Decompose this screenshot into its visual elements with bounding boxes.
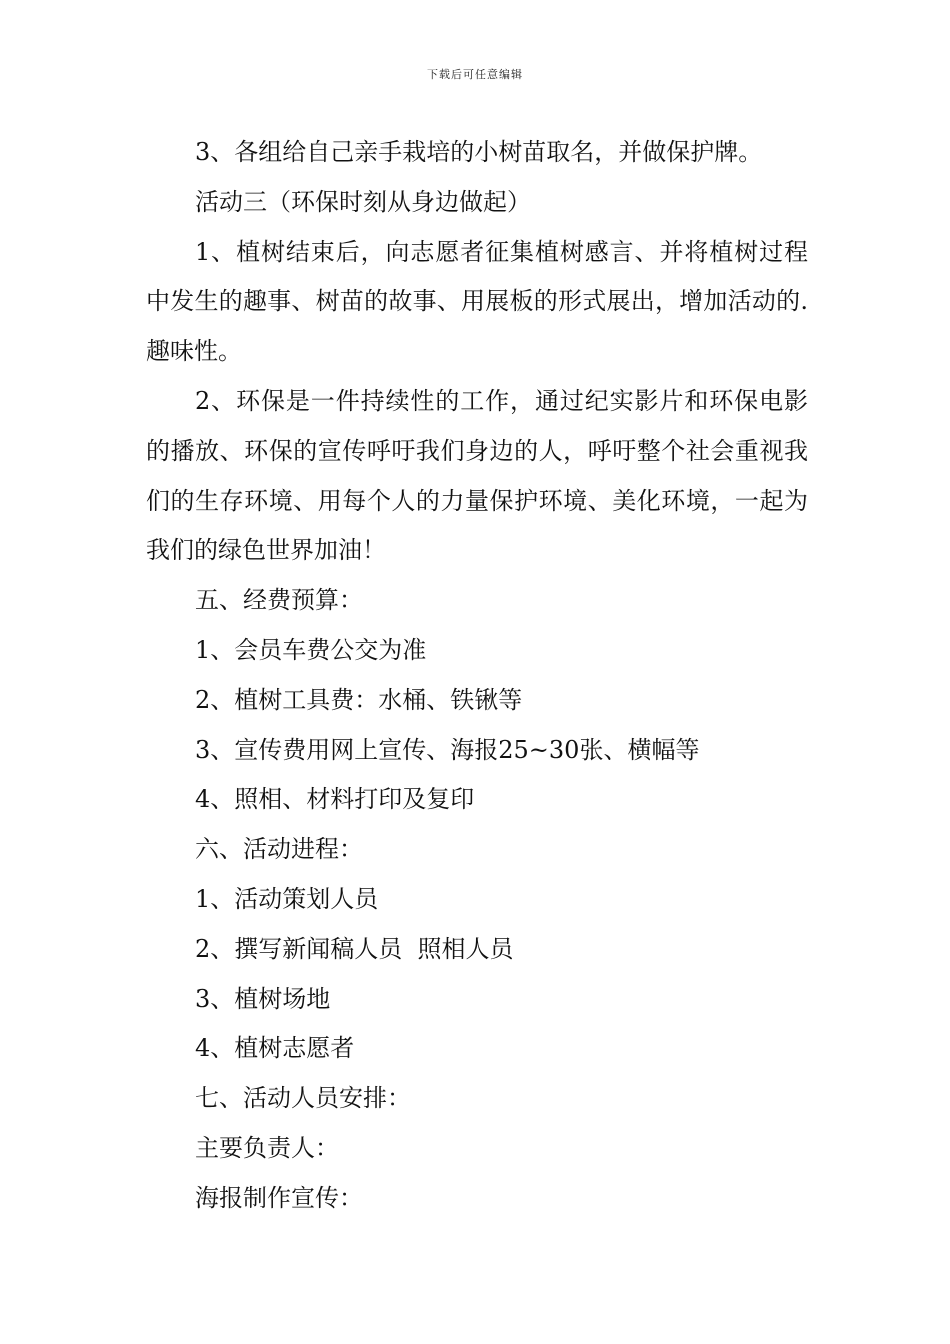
header-note: 下载后可任意编辑 — [427, 68, 523, 81]
progress-item-site: 3、植树场地 — [195, 984, 331, 1013]
staffing-item-poster: 海报制作宣传： — [195, 1183, 363, 1212]
budget-item-transport: 1、会员车费公交为准 — [195, 635, 427, 664]
paragraph-activity-three-title: 活动三（环保时刻从身边做起） — [195, 187, 531, 216]
budget-item-publicity: 3、宣传费用网上宣传、海报25~30张、横幅等 — [195, 735, 700, 764]
document-body — [146, 128, 808, 1224]
budget-item-printing: 4、照相、材料打印及复印 — [195, 785, 475, 814]
progress-item-planners: 1、活动策划人员 — [195, 884, 379, 913]
section-heading-staffing: 七、活动人员安排： — [195, 1084, 411, 1113]
paragraph-environmental-campaign: 2、环保是一件持续性的工作，通过纪实影片和环保电影的播放、环保的宣传呼吁我们身边的人，呼吁整个社会重视我们的生存环境、用每个人的力量保护环境、美化环境，一起为我们的绿色世界加油！ — [146, 386, 808, 565]
progress-item-volunteers: 4、植树志愿者 — [195, 1034, 355, 1063]
progress-item-writers: 2、撰写新闻稿人员 照相人员 — [195, 934, 514, 963]
budget-item-tools: 2、植树工具费：水桶、铁锹等 — [195, 685, 523, 714]
paragraph-planting-reflections: 1、植树结束后，向志愿者征集植树感言、并将植树过程中发生的趣事、树苗的故事、用展板的形式展出，增加活动的.趣味性。 — [146, 237, 808, 366]
paragraph-naming-saplings: 3、各组给自己亲手栽培的小树苗取名，并做保护牌。 — [195, 138, 763, 166]
section-heading-progress: 六、活动进程： — [195, 835, 363, 864]
section-heading-budget: 五、经费预算： — [195, 586, 363, 615]
staffing-item-lead: 主要负责人： — [195, 1133, 339, 1162]
